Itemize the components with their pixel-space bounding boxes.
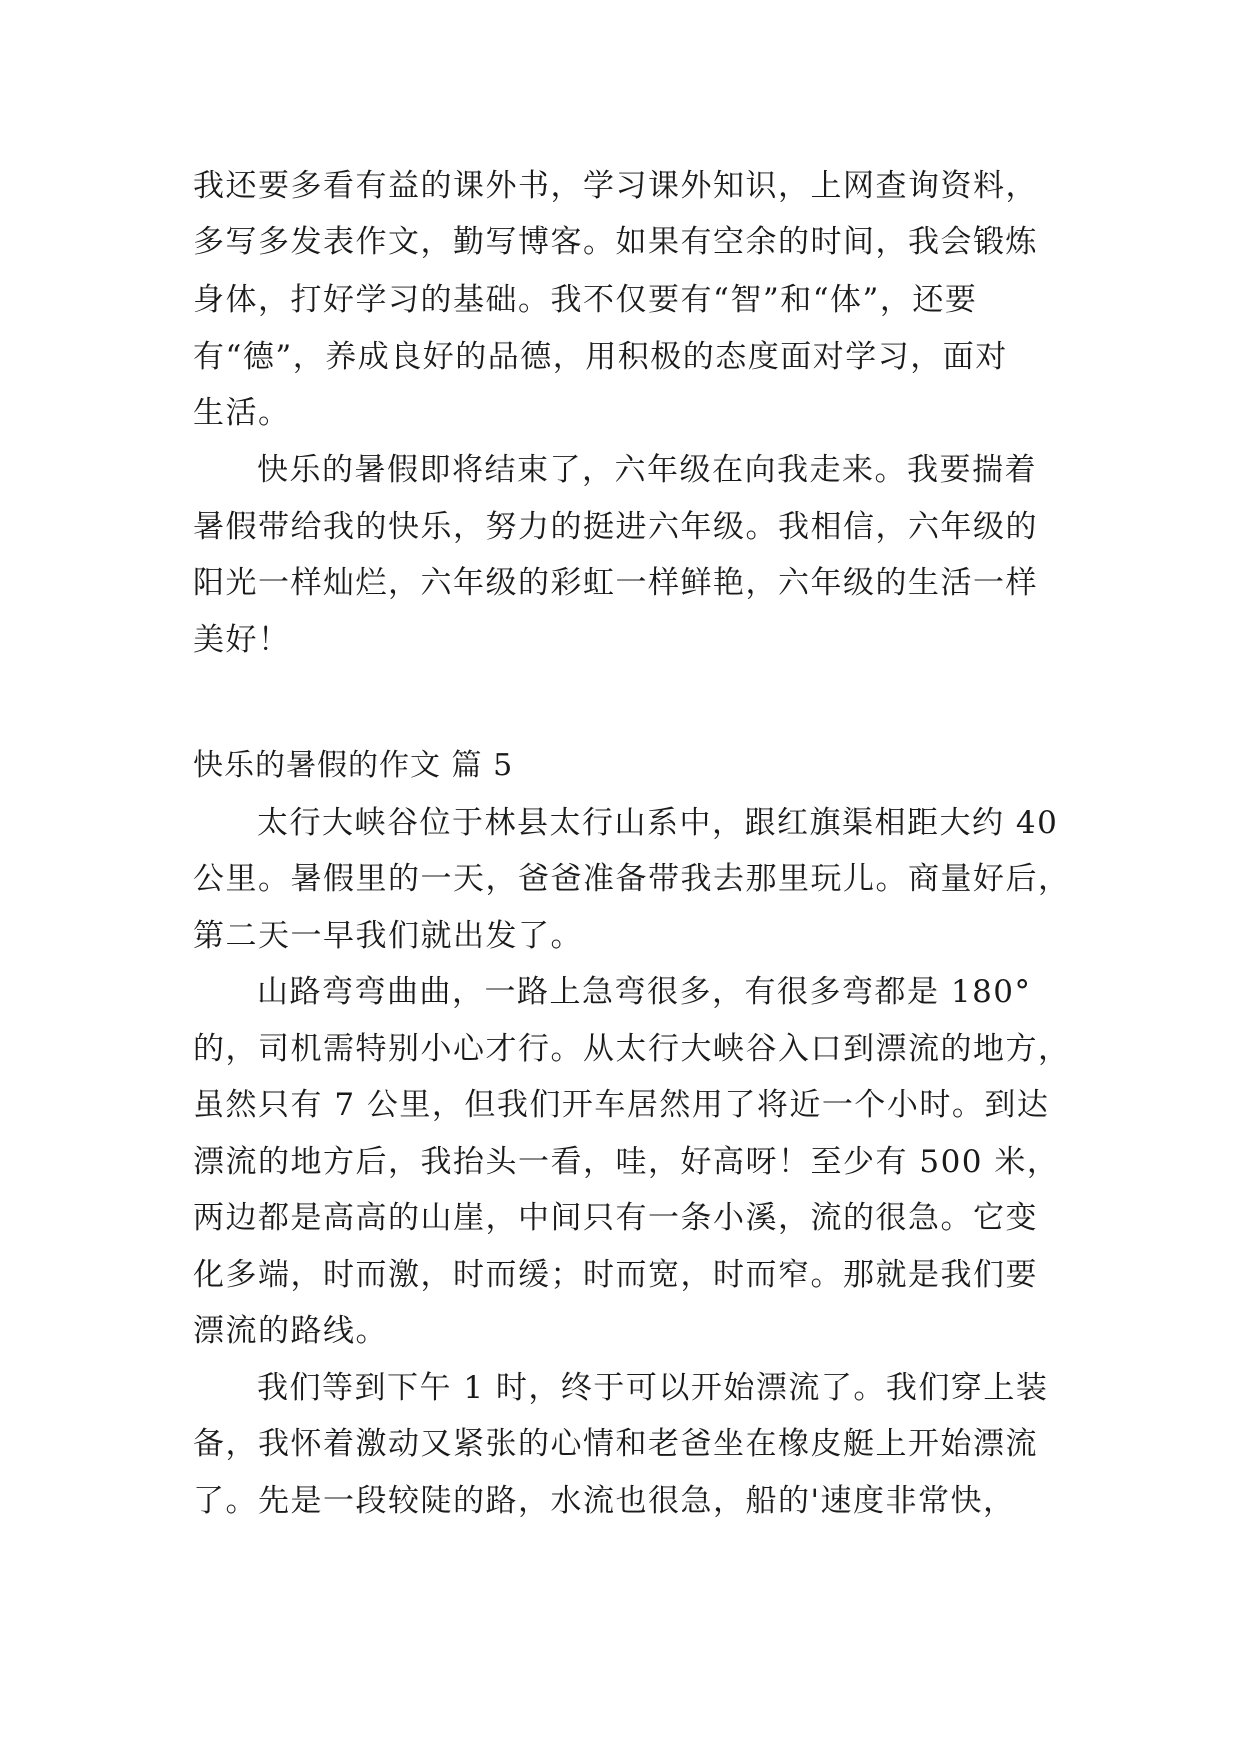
paragraph-4-line-4: 漂流的地方后，我抬头一看，哇，好高呀！至少有 500 米， <box>193 1144 1060 1180</box>
paragraph-5-line-3: 了。先是一段较陡的路，水流也很急，船的'速度非常快， <box>193 1483 1016 1519</box>
paragraph-2-line-4: 美好！ <box>193 622 291 658</box>
paragraph-5-line-1: 我们等到下午 1 时，终于可以开始漂流了。我们穿上装 <box>257 1370 1049 1406</box>
paragraph-4-line-2: 的，司机需特别小心才行。从太行大峡谷入口到漂流的地方， <box>193 1031 1071 1067</box>
paragraph-1-line-2: 多写多发表作文，勤写博客。如果有空余的时间，我会锻炼 <box>193 224 1038 260</box>
paragraph-3-line-2: 公里。暑假里的一天，爸爸准备带我去那里玩儿。商量好后， <box>193 861 1071 897</box>
section-heading: 快乐的暑假的作文 篇 5 <box>193 748 514 783</box>
paragraph-2-line-2: 暑假带给我的快乐，努力的挺进六年级。我相信，六年级的 <box>193 509 1038 545</box>
paragraph-1-line-5: 生活。 <box>193 395 291 431</box>
paragraph-4-line-7: 漂流的路线。 <box>193 1313 388 1349</box>
paragraph-2-line-3: 阳光一样灿烂，六年级的彩虹一样鲜艳，六年级的生活一样 <box>193 565 1038 601</box>
paragraph-2-line-1: 快乐的暑假即将结束了，六年级在向我走来。我要揣着 <box>257 452 1037 488</box>
paragraph-1-line-1: 我还要多看有益的课外书，学习课外知识，上网查询资料， <box>193 168 1038 204</box>
paragraph-4-line-1: 山路弯弯曲曲，一路上急弯很多，有很多弯都是 180° <box>257 974 1032 1010</box>
paragraph-1-line-3: 身体，打好学习的基础。我不仅要有“智”和“体”，还要 <box>193 282 978 318</box>
paragraph-4-line-5: 两边都是高高的山崖，中间只有一条小溪，流的很急。它变 <box>193 1200 1038 1236</box>
paragraph-4-line-6: 化多端，时而激，时而缓；时而宽，时而窄。那就是我们要 <box>193 1257 1038 1293</box>
paragraph-3-line-1: 太行大峡谷位于林县太行山系中，跟红旗渠相距大约 40 <box>257 805 1059 841</box>
paragraph-4-line-3: 虽然只有 7 公里，但我们开车居然用了将近一个小时。到达 <box>193 1087 1050 1123</box>
paragraph-3-line-3: 第二天一早我们就出发了。 <box>193 918 583 954</box>
paragraph-1-line-4: 有“德”，养成良好的品德，用积极的态度面对学习，面对 <box>193 339 1008 375</box>
paragraph-5-line-2: 备，我怀着激动又紧张的心情和老爸坐在橡皮艇上开始漂流 <box>193 1426 1038 1462</box>
